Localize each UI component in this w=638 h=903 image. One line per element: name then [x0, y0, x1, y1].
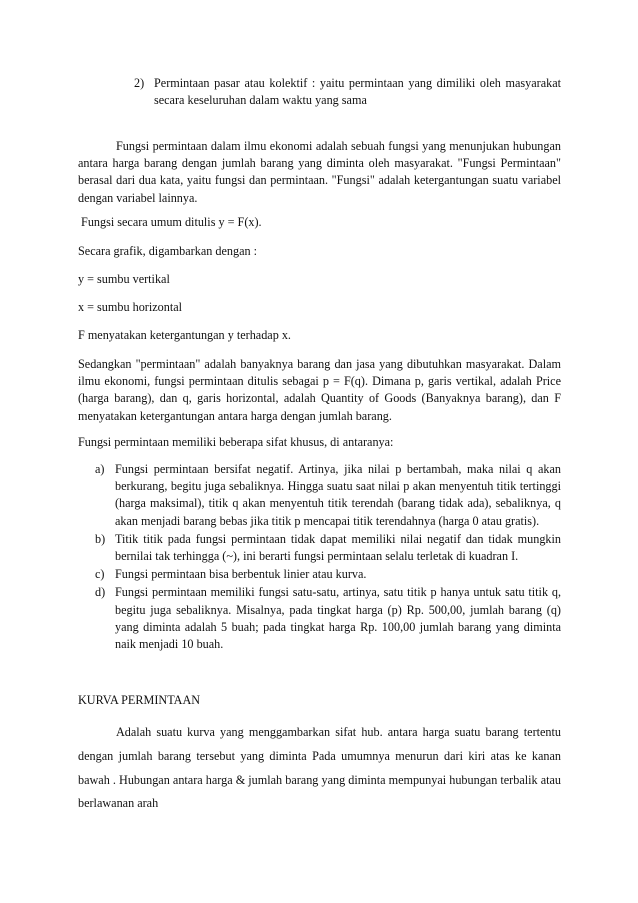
sifat-list	[95, 461, 561, 654]
list-number: 2)	[134, 76, 145, 90]
line-x-axis	[78, 299, 561, 316]
line-f-definition	[78, 327, 561, 344]
paragraph-text: x = sumbu horizontal	[78, 300, 183, 314]
paragraph-sedangkan	[78, 356, 561, 425]
list-item	[95, 566, 561, 583]
line-y-axis	[78, 271, 561, 288]
list-text: Titik titik pada fungsi permintaan tidak dapat memiliki nilai negatif dan tidak mungkin bernilai tak terhingga (~), ini berarti fungsi permintaan selalu terletak di kuadran I.	[115, 531, 561, 564]
line-fungsi-umum	[78, 214, 561, 231]
paragraph-text: F menyatakan ketergantungan y terhadap x.	[78, 328, 291, 342]
list-item	[95, 461, 561, 530]
list-label: a)	[95, 462, 105, 476]
list-label: c)	[95, 567, 105, 582]
paragraph-text: Sedangkan "permintaan" adalah banyaknya barang dan jasa yang dibutuhkan masyarakat. Dalam ilmu ekonomi, fungsi permintaan ditulis sebagai p = F(q). Dimana p, garis vertikal, adalah Price (harga barang), dan q, garis horizontal, adalah Quantity of Goods (Banyaknya barang), dan F menyatakan ketergantungan antara harga dengan jumlah barang.	[78, 357, 561, 423]
list-item	[95, 584, 561, 653]
paragraph-text: Fungsi secara umum ditulis y = F(x).	[78, 215, 262, 229]
list-text: Permintaan pasar atau kolektif : yaitu permintaan yang dimiliki oleh masyarakat secara keseluruhan dalam waktu yang sama	[154, 76, 561, 108]
line-sifat-khusus	[78, 434, 561, 451]
list-item-2	[134, 75, 561, 109]
list-label: d)	[95, 585, 106, 600]
list-label: b)	[95, 531, 106, 546]
list-text: Fungsi permintaan memiliki fungsi satu-satu, artinya, satu titik p hanya untuk satu titik q, begitu juga sebaliknya. Misalnya, pada tingkat harga (p) Rp. 500,00, jumlah barang (q) yang diminta adalah 5 buah; pada tingkat harga Rp. 100,00 jumlah barang yang diminta naik menjadi 10 buah.	[115, 585, 561, 652]
paragraph-text: Fungsi permintaan memiliki beberapa sifat khusus, di antaranya:	[78, 435, 394, 449]
line-secara-grafik	[78, 243, 561, 260]
section-title: KURVA PERMINTAAN	[78, 693, 201, 707]
list-item	[95, 531, 561, 565]
paragraph-text: Adalah suatu kurva yang menggambarkan sifat hub. antara harga suatu barang tertentu dengan jumlah barang tersebut yang diminta Pada umumnya menurun dari kiri atas ke kanan bawah . Hubungan antara harga & jumlah barang yang diminta mempunyai hubungan terbalik atau berlawanan arah	[78, 725, 561, 811]
list-text: Fungsi permintaan bersifat negatif. Artinya, jika nilai p bertambah, maka nilai q akan berkurang, begitu juga sebaliknya. Hingga suatu saat nilai p akan menyentuh titik tertinggi (harga maksimal), titik q akan menyentuh titik terendah (barang tidak ada), sebaliknya, q akan menjadi barang bebas jika titik p mencapai titik terendahnya (harga 0 atau gratis).	[115, 462, 561, 528]
paragraph-text: Fungsi permintaan dalam ilmu ekonomi adalah sebuah fungsi yang menunjukan hubungan antara harga barang dengan jumlah barang yang diminta oleh masyarakat. "Fungsi Permintaan" berasal dari dua kata, yaitu fungsi dan permintaan. "Fungsi" adalah ketergantungan suatu variabel dengan variabel lainnya.	[78, 139, 561, 205]
paragraph-kurva	[78, 721, 561, 816]
list-text: Fungsi permintaan bisa berbentuk linier atau kurva.	[115, 567, 367, 582]
paragraph-fungsi	[78, 138, 561, 207]
paragraph-text: Secara grafik, digambarkan dengan :	[78, 244, 258, 258]
section-heading-kurva	[78, 692, 561, 709]
paragraph-text: y = sumbu vertikal	[78, 272, 170, 286]
